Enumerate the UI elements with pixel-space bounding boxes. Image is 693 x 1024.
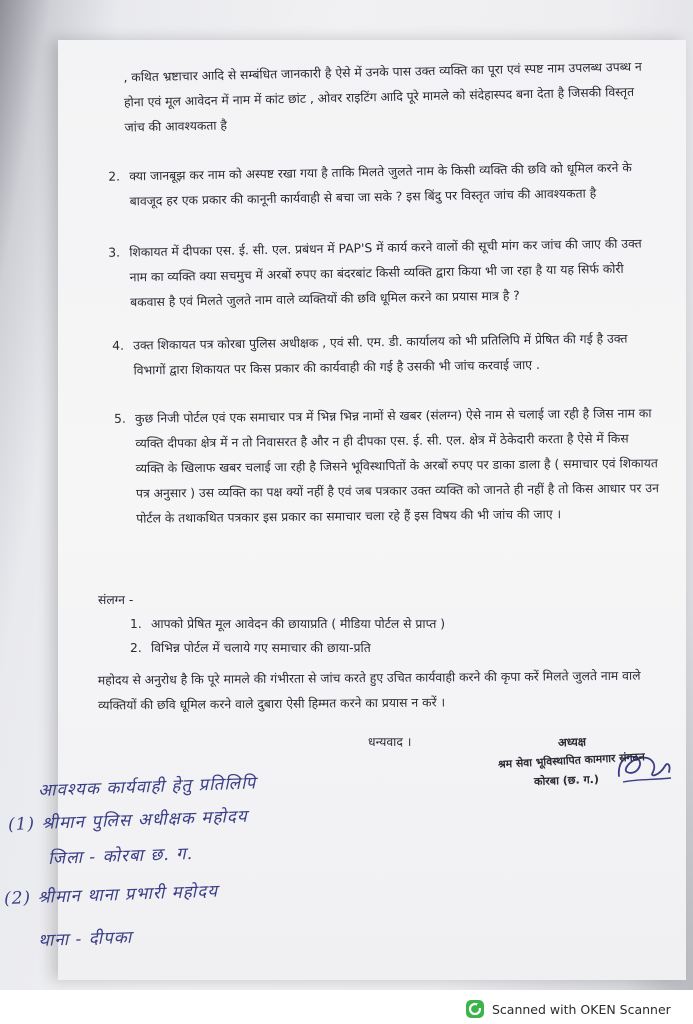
point-4 [112, 326, 660, 378]
point-number: 4. [112, 338, 125, 353]
point-text: कुछ निजी पोर्टल एवं एक समाचार पत्र में भिन्न भिन्न नामों से खबर (संलग्न) ऐसे नाम से चलाई जा रही है जिस नाम का व्यक्ति दीपका क्षेत्र में न तो निवासरत है और न ही दीपका एस. ई. सी. एल. क्षेत्र में ठेकेदारी करता है ऐसे में किस व्यक्ति के खिलाफ खबर चलाई जा रही है जिसने भूविस्थापितों के अरबों रुपए पर डाका डाला है ( समाचार एवं शिकायत पत्र अनुसार ) उस व्यक्ति का पक्ष क्यों नहीं है एवं जब पत्रकार उक्त व्यक्ति को जानते ही नहीं है तो किस आधार पर उन पोर्टल के तथाकथित पत्रकार इस प्रकार का समाचार चला रहे हैं इस विषय की भी जांच की जाए । [135, 406, 659, 526]
oken-scanner-logo-icon [466, 1000, 484, 1018]
point-text: उक्त शिकायत पत्र कोरबा पुलिस अधीक्षक , एवं सी. एम. डी. कार्यालय को भी प्रतिलिपि में प्रेषित की गई है उक्त विभागों द्वारा शिकायत पर किस प्रकार की कार्यवाही की गई है उसकी भी जांच करवाई जाए . [133, 331, 628, 378]
sender-place: कोरबा (छ. ग.) [533, 772, 600, 789]
handwritten-line-3: जिला - कोरबा छ. ग. [47, 843, 194, 869]
point-5 [114, 401, 662, 526]
point-3 [108, 231, 656, 310]
point-number: 3. [108, 245, 121, 260]
letter-page [3, 40, 686, 980]
point-text: शिकायत में दीपका एस. ई. सी. एल. प्रबंधन में PAP'S में कार्य करने वालों की सूची मांग कर जांच की जाए की उक्त नाम का व्यक्ति क्या सचमुच में अरबों रुपए का बंदरबांट किसी व्यक्ति द्वारा किया भी जा रहा है या यह सिर्फ कोरी बकवास है एवं मिलते जुलते नाम वाले व्यक्तियों की छवि धूमिल करने का प्रयास मात्र है ? [129, 236, 642, 310]
handwritten-line-5: थाना - दीपका [37, 927, 133, 951]
sender-org: श्रम सेवा भूविस्थापित कामगार संगठन [497, 750, 646, 771]
enclosure-number: 2. [130, 641, 142, 655]
enclosures-label: संलग्न - [98, 593, 134, 607]
enclosure-text: आपको प्रेषित मूल आवेदन की छायाप्रति ( मीडिया पोर्टल से प्राप्त ) [151, 617, 446, 631]
handwritten-line-1: आवश्यक कार्यवाही हेतु प्रतिलिपि [37, 773, 257, 801]
scanner-label: Scanned with OKEN Scanner [492, 1001, 671, 1017]
handwritten-line-4: (2) श्रीमान थाना प्रभारी महोदय [3, 881, 219, 909]
point-number: 5. [114, 411, 126, 426]
scanner-footer [466, 997, 671, 1021]
request-paragraph: महोदय से अनुरोध है कि पूरे मामले की गंभीरता से जांच करते हुए उचित कार्यवाही करने की कृपा करें मिलते जुलते नाम वाले व्यक्तियों की छवि धूमिल करने वाले दुबारा ऐसी हिम्मत करने का प्रयास न करें । [97, 668, 641, 713]
handwritten-line-2: (1) श्रीमान पुलिस अधीक्षक महोदय [7, 806, 249, 835]
point-number: 2. [108, 169, 121, 184]
enclosure-number: 1. [130, 617, 142, 631]
point-text: क्या जानबूझ कर नाम को अस्पष्ट रखा गया है ताकि मिलते जुलते नाम के किसी व्यक्ति की छवि को धूमिल करने के बावजूद हर एक प्रकार की कानूनी कार्यवाही से बचा जा सके ? इस बिंदु पर विस्तृत जांच की आवश्यकता है [129, 160, 632, 209]
sender-title: अध्यक्ष [557, 734, 587, 750]
thanks-text: धन्यवाद । [368, 735, 412, 749]
enclosure-text: विभिन्न पोर्टल में चलाये गए समाचार की छाया-प्रति [151, 641, 371, 655]
point-2 [108, 155, 656, 209]
intro-paragraph: , कथित भ्रष्टाचार आदि से सम्बंधित जानकारी है ऐसे में उनके पास उक्त व्यक्ति का पूरा एवं स्पष्ट नाम उपलब्ध उपब्ध न होना एवं मूल आवेदन में नाम में कांट छांट , ओवर राइटिंग आदि पूरे मामले को संदेहास्पद बना देता है जिसकी विस्तृत जांच की आवश्यकता है [123, 59, 642, 135]
